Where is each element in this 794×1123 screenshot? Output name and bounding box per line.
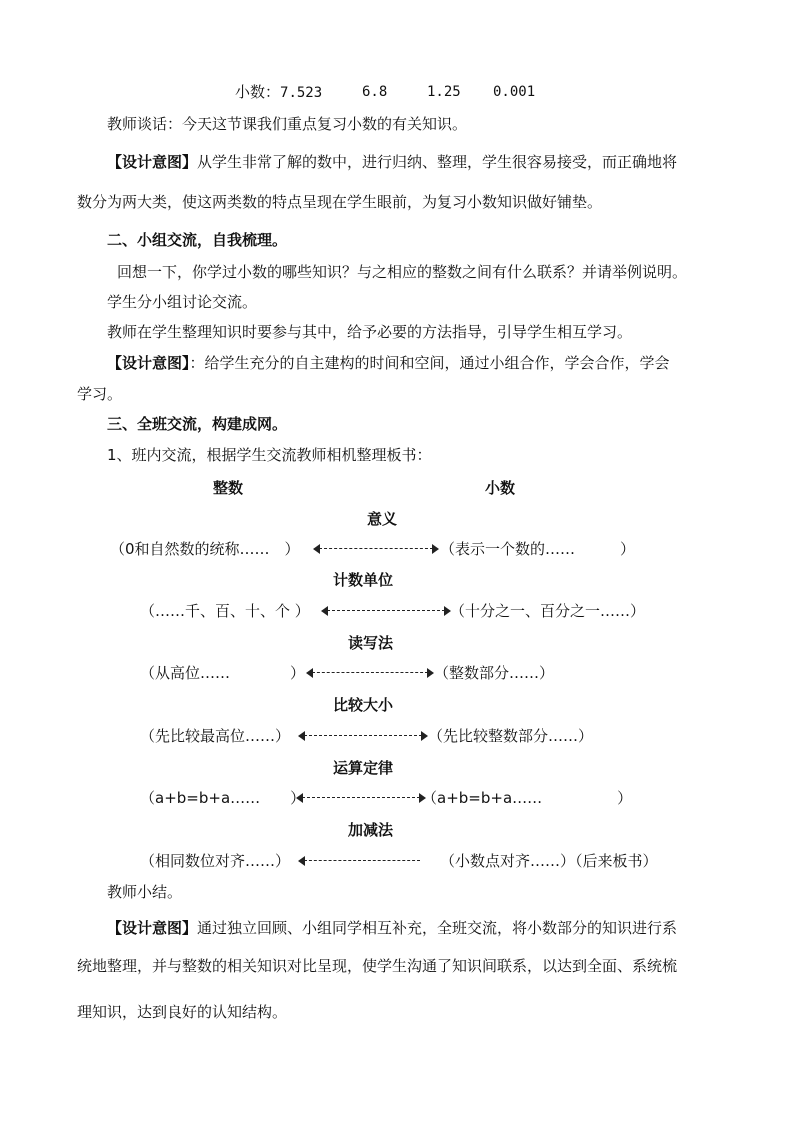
board-title: 加减法: [348, 821, 394, 839]
board-left: （a+b=b+a…… ）: [140, 789, 306, 807]
decimals-label: 小数：: [235, 83, 281, 101]
double-arrow-icon: [298, 726, 428, 746]
design-intent-text: 从学生非常了解的数中，进行归纳、整理，学生很容易接受，而正确地将: [197, 153, 678, 171]
board-left: （0和自然数的统称…… ）: [110, 540, 300, 558]
board-title: 读写法: [348, 634, 394, 652]
double-arrow-icon: [321, 601, 451, 621]
decimal-value: 7.523: [280, 85, 323, 101]
board-right: （十分之一、百分之一……）: [450, 602, 646, 620]
left-arrow-icon: [298, 851, 420, 871]
design-intent-2-line2: 学习。: [77, 385, 123, 403]
decimal-value: 6.8: [362, 84, 388, 100]
board-right: （小数点对齐……）（后来板书）: [440, 852, 658, 870]
board-right: （a+b=b+a…… ）: [422, 789, 633, 807]
board-right: （整数部分……）: [434, 664, 555, 682]
section-2-heading: 二、小组交流，自我梳理。: [107, 231, 288, 249]
design-intent-3-line2: 统地整理，并与整数的相关知识对比呈现，使学生沟通了知识间联系，以达到全面、系统梳: [77, 957, 678, 975]
board-title: 运算定律: [333, 759, 394, 777]
double-arrow-icon: [296, 788, 426, 808]
design-intent-text: ：给学生充分的自主建构的时间和空间，通过小组合作，学会合作，学会: [189, 354, 670, 372]
board-right: （先比较整数部分……）: [428, 727, 594, 745]
column-header-decimal: 小数: [485, 479, 516, 497]
board-left: （先比较最高位……）: [140, 727, 291, 745]
decimals-line: [235, 82, 322, 103]
board-title: 意义: [367, 510, 398, 528]
design-intent-tag: 【设计意图】: [107, 153, 198, 171]
board-title: 比较大小: [333, 696, 394, 714]
board-left: （相同数位对齐……）: [140, 852, 291, 870]
section-2-paragraph-1: 回想一下，你学过小数的哪些知识？与之相应的整数之间有什么联系？并请举例说明。: [117, 263, 688, 281]
design-intent-3-line1: [107, 918, 677, 938]
teacher-talk: 教师谈话：今天这节课我们重点复习小数的有关知识。: [107, 115, 468, 133]
double-arrow-icon: [313, 539, 439, 559]
board-left: （从高位…… ）: [140, 664, 306, 682]
design-intent-1-line1: [107, 152, 677, 172]
board-title: 计数单位: [333, 571, 394, 589]
design-intent-tag: 【设计意图】: [107, 919, 198, 937]
design-intent-text: 通过独立回顾、小组同学相互补充，全班交流，将小数部分的知识进行系: [197, 919, 678, 937]
design-intent-tag: 【设计意图】: [107, 354, 190, 372]
board-left: （……千、百、十、个 ）: [140, 602, 310, 620]
section-2-paragraph-2: 学生分小组讨论交流。: [107, 293, 258, 311]
column-header-integer: 整数: [213, 479, 244, 497]
section-3-paragraph-1: 1、班内交流，根据学生交流教师相机整理板书：: [107, 446, 432, 464]
decimal-value: 0.001: [493, 84, 536, 100]
design-intent-2-line1: [107, 353, 670, 373]
board-right: （表示一个数的…… ）: [440, 540, 636, 558]
design-intent-1-line2: 数分为两大类，使这两类数的特点呈现在学生眼前，为复习小数知识做好铺垫。: [77, 193, 603, 211]
double-arrow-icon: [306, 663, 434, 683]
section-3-heading: 三、全班交流，构建成网。: [107, 415, 288, 433]
decimal-value: 1.25: [427, 84, 461, 100]
section-2-paragraph-3: 教师在学生整理知识时要参与其中，给予必要的方法指导，引导学生相互学习。: [107, 323, 633, 341]
design-intent-3-line3: 理知识，达到良好的认知结构。: [77, 1003, 288, 1021]
teacher-summary: 教师小结。: [107, 883, 183, 901]
